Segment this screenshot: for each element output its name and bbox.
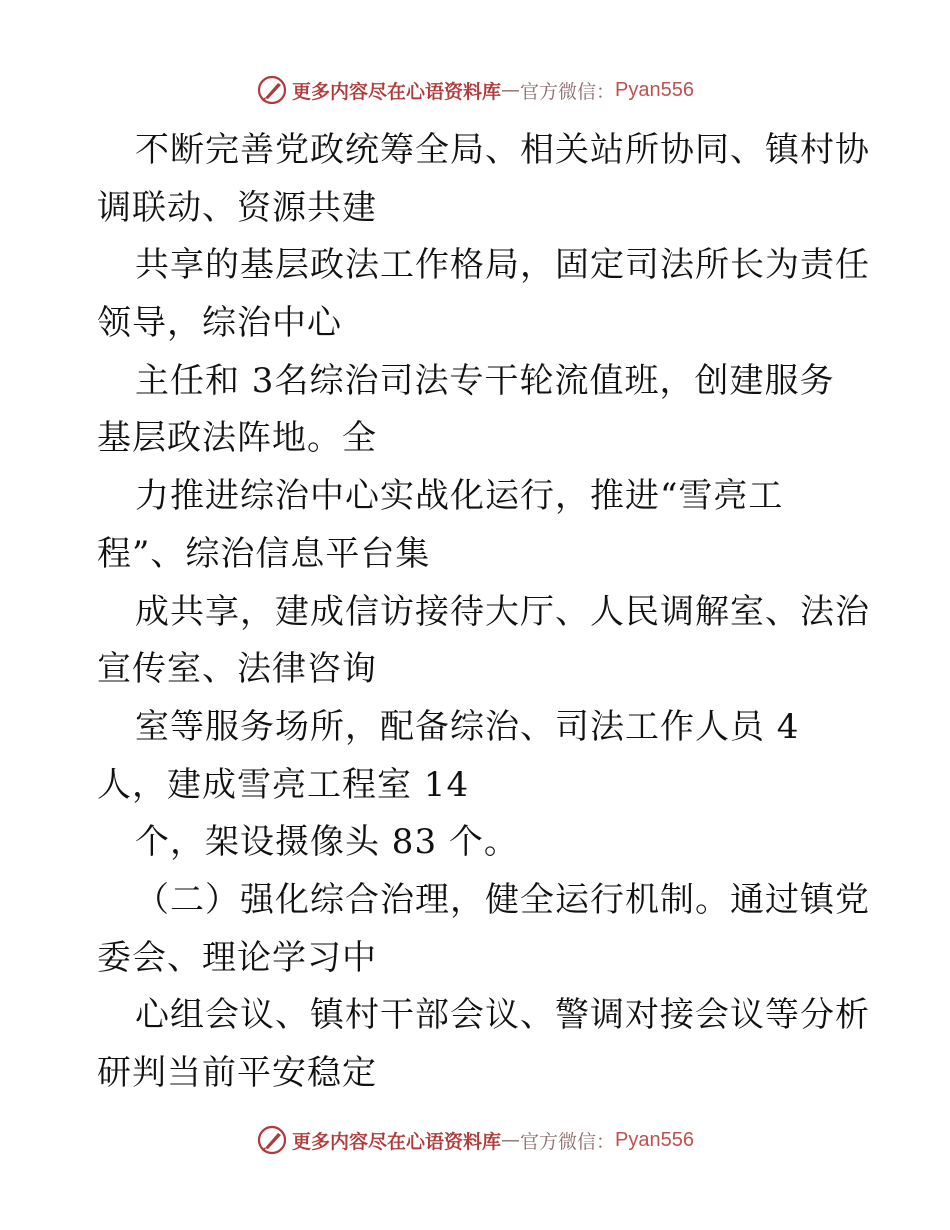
text-line: 程”、综治信息平台集	[97, 533, 431, 574]
text-line: 领导，综治中心	[97, 303, 342, 344]
text-line: 人，建成雪亮工程室 14	[97, 764, 470, 805]
watermark-label: 官方微信：	[520, 80, 616, 103]
watermark-handle: Pyan556	[615, 1128, 694, 1151]
text-line: 共享的基层政法工作格局，固定司法所长为责任	[135, 245, 870, 286]
text-line: 力推进综治中心实战化运行，推进“雪亮工	[135, 476, 784, 517]
text-line: 主任和 3名综治司法专干轮流值班，创建服务	[135, 360, 835, 401]
feather-pen-logo-icon	[256, 1124, 288, 1156]
header-watermark	[0, 72, 950, 108]
text-line: 心组会议、镇村干部会议、警调对接会议等分析	[135, 995, 870, 1036]
feather-pen-logo-icon	[256, 74, 288, 106]
watermark-label: 官方微信：	[520, 1130, 616, 1153]
text-line: 个，架设摄像头 83 个。	[135, 822, 519, 863]
watermark-text: 更多内容尽在心语资料库	[292, 1130, 502, 1153]
text-line: 宣传室、法律咨询	[97, 649, 377, 690]
watermark-dash: —	[501, 79, 521, 101]
text-line: 不断完善党政统筹全局、相关站所协同、镇村协	[135, 130, 870, 170]
watermark-text: 更多内容尽在心语资料库	[292, 80, 502, 103]
text-line: 委会、理论学习中	[97, 937, 377, 978]
text-line: 室等服务场所，配备综治、司法工作人员 4	[135, 706, 800, 747]
watermark-dash: —	[501, 1129, 521, 1151]
text-line: 成共享，建成信访接待大厅、人民调解室、法治	[135, 591, 870, 632]
text-line: （二）强化综合治理，健全运行机制。通过镇党	[135, 879, 870, 920]
document-body	[97, 122, 870, 1103]
footer-watermark	[0, 1122, 950, 1158]
text-line: 调联动、资源共建	[97, 187, 377, 228]
text-line: 研判当前平安稳定	[97, 1053, 377, 1093]
text-line: 基层政法阵地。全	[97, 418, 377, 459]
watermark-handle: Pyan556	[615, 78, 694, 101]
